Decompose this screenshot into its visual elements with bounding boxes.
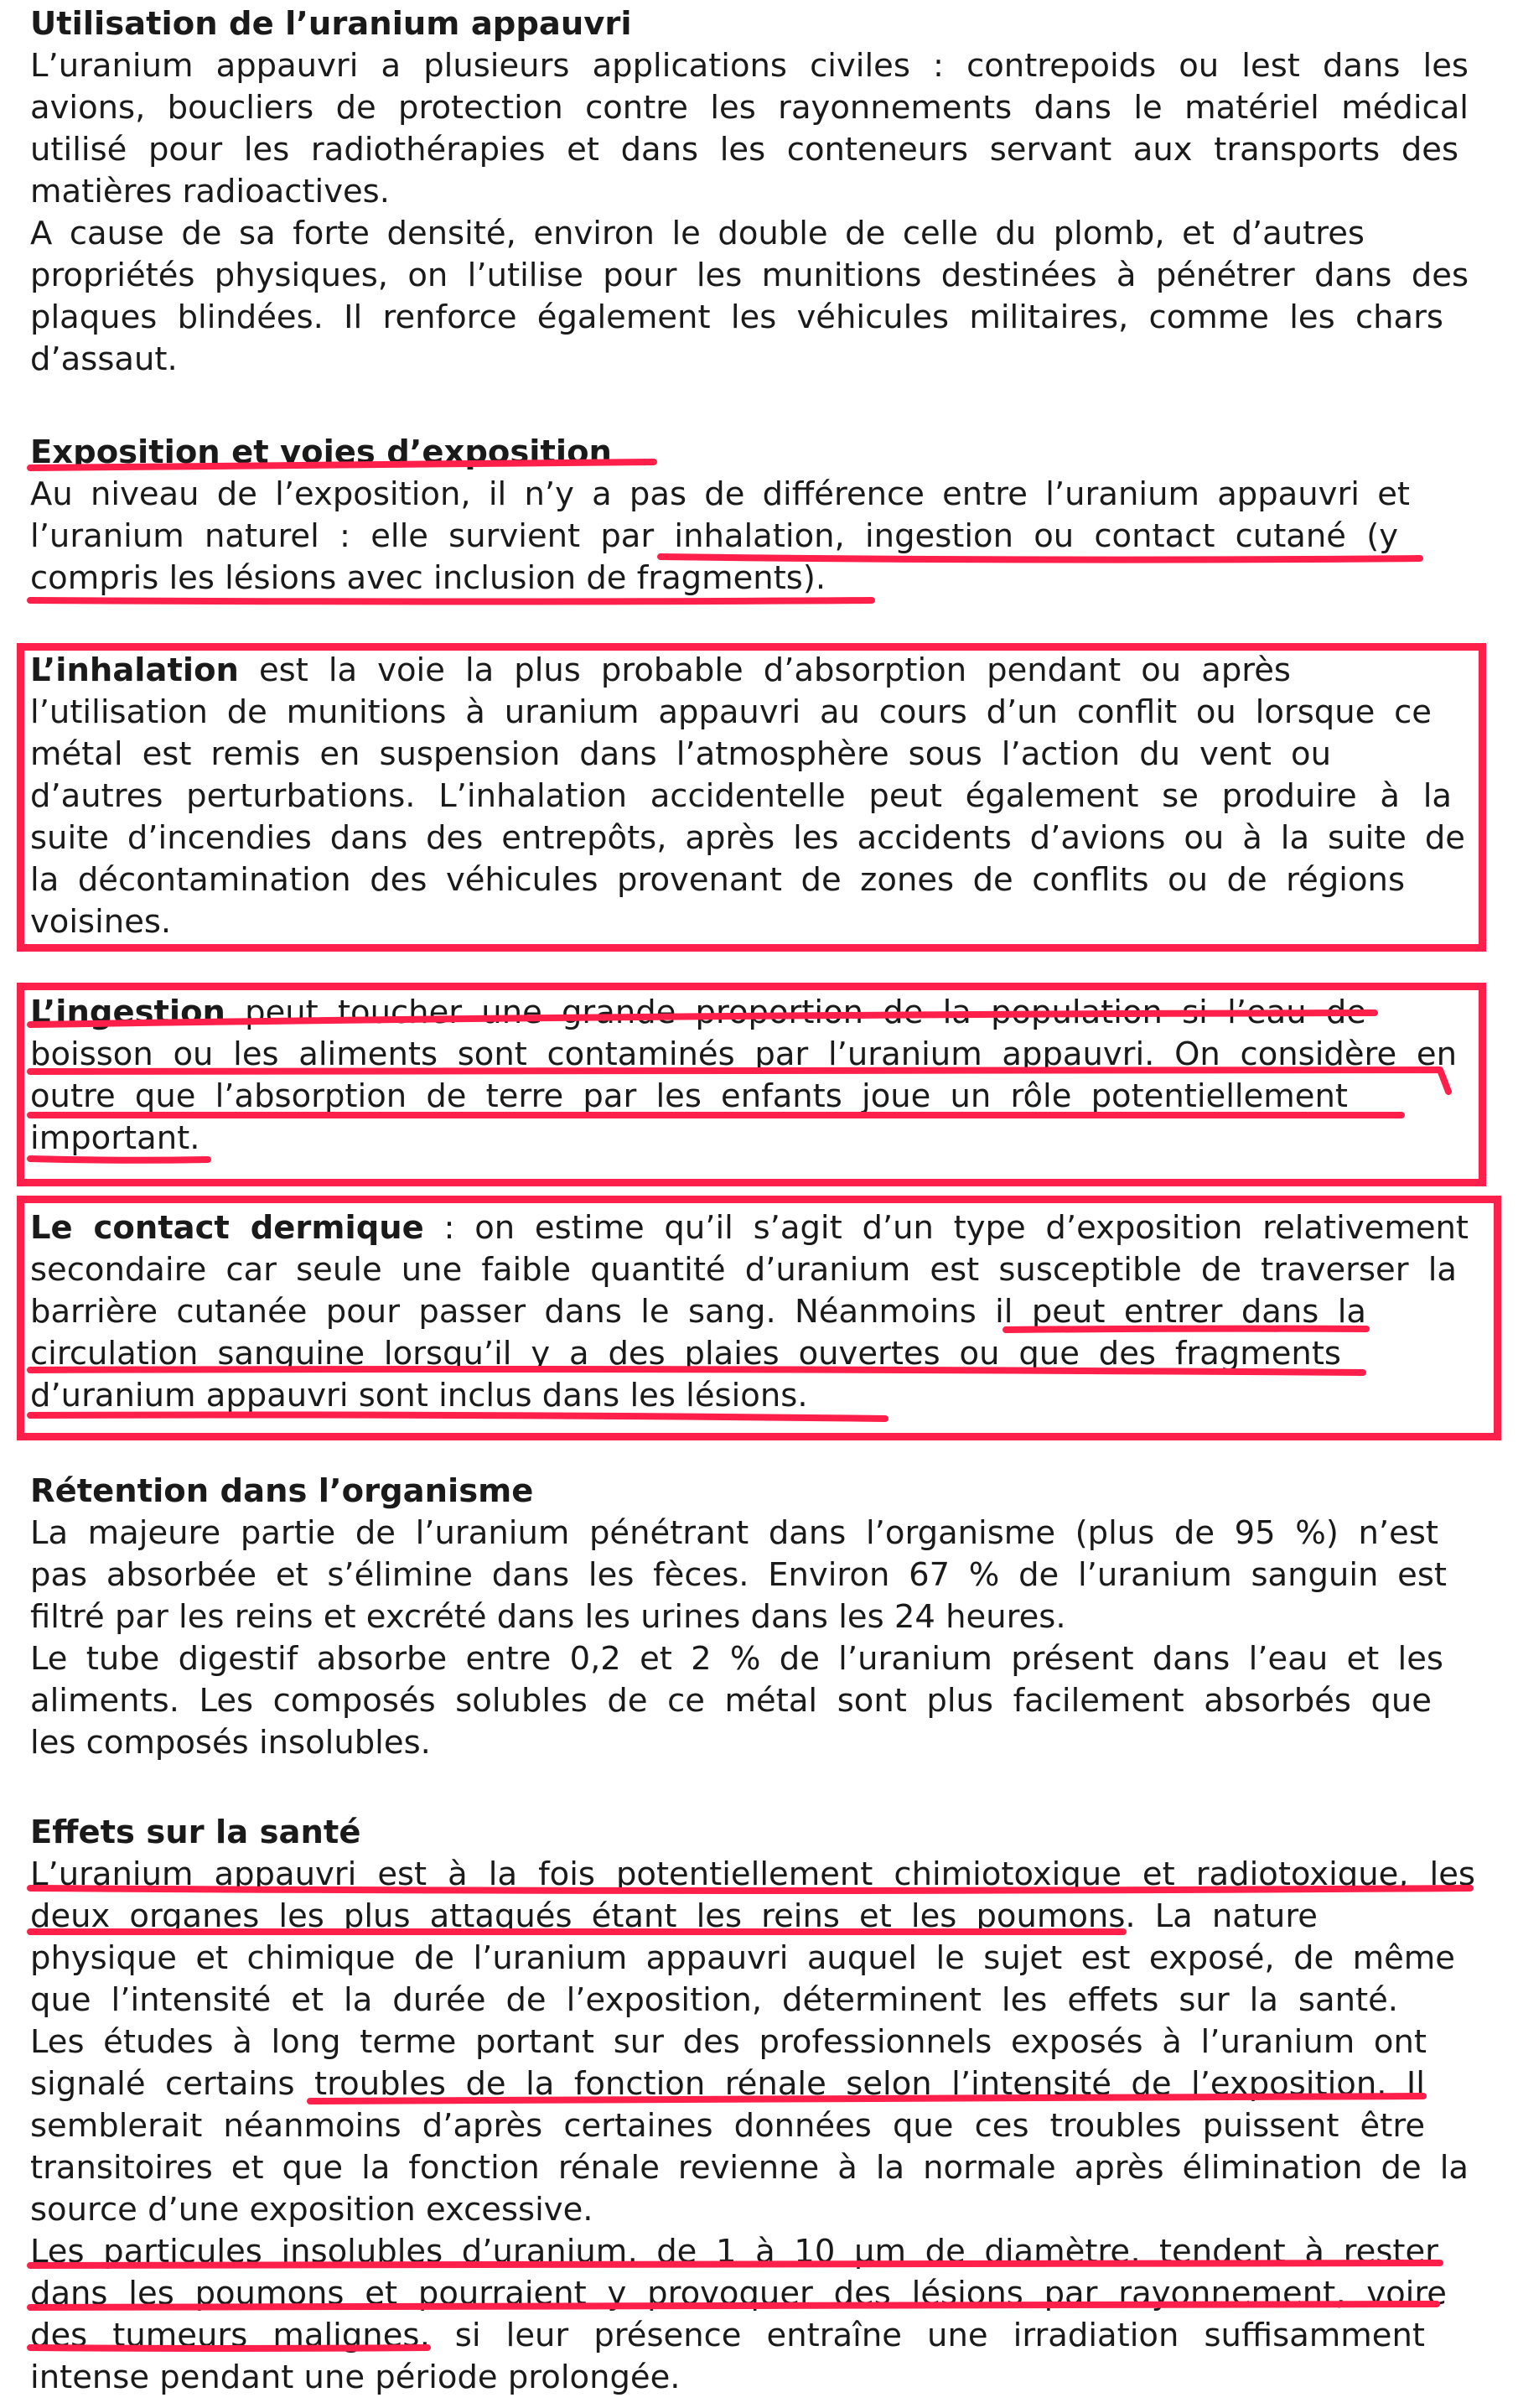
text-line: d’autres perturbations. L’inhalation accidentelle peut également se produire à la xyxy=(30,777,1452,815)
text-line: secondaire car seule une faible quantité d’uranium est susceptible de traverser la xyxy=(30,1251,1457,1289)
text-line: utilisé pour les radiothérapies et dans les conteneurs servant aux transports des xyxy=(30,131,1458,169)
text-line: semblerait néanmoins d’après certaines données que ces troubles puissent être xyxy=(30,2107,1425,2145)
text-line: métal est remis en suspension dans l’atmosphère sous l’action du vent ou xyxy=(30,735,1331,773)
text-line: source d’une exposition excessive. xyxy=(30,2191,593,2229)
text-line: Les études à long terme portant sur des professionnels exposés à l’uranium ont xyxy=(30,2023,1427,2061)
text-line: filtré par les reins et excrété dans les urines dans les 24 heures. xyxy=(30,1598,1066,1636)
text-line: propriétés physiques, on l’utilise pour les munitions destinées à pénétrer dans des xyxy=(30,257,1469,294)
text-line: intense pendant une période prolongée. xyxy=(30,2359,681,2396)
text-line: important. xyxy=(30,1119,200,1157)
text-line: signalé certains troubles de la fonction rénale selon l’intensité de l’exposition. Il xyxy=(30,2065,1425,2103)
text-line: les composés insolubles. xyxy=(30,1724,431,1762)
text-line xyxy=(30,650,1291,692)
text-line: voisines. xyxy=(30,903,172,941)
text-line: compris les lésions avec inclusion de fragments). xyxy=(30,559,826,597)
term-ingestion: L’ingestion xyxy=(30,994,225,1031)
text-line: l’uranium naturel : elle survient par inhalation, ingestion ou contact cutané (y xyxy=(30,517,1398,555)
section-title-utilisation: Utilisation de l’uranium appauvri xyxy=(30,5,632,43)
text-line: suite d’incendies dans des entrepôts, après les accidents d’avions ou à la suite de xyxy=(30,819,1465,857)
text-line: physique et chimique de l’uranium appauvri auquel le sujet est exposé, de même xyxy=(30,1939,1455,1977)
text-line: d’uranium appauvri sont inclus dans les lésions. xyxy=(30,1377,808,1414)
text-line: d’assaut. xyxy=(30,340,178,378)
term-inhalation: L’inhalation xyxy=(30,651,239,689)
text-line: barrière cutanée pour passer dans le sang. Néanmoins il peut entrer dans la xyxy=(30,1293,1366,1331)
underline-stroke xyxy=(30,600,872,602)
text-fragment: est la voie la plus probable d’absorption pendant ou après xyxy=(238,651,1291,689)
text-fragment: : on estime qu’il s’agit d’un type d’exposition relativement xyxy=(423,1209,1469,1247)
text-line: A cause de sa forte densité, environ le double de celle du plomb, et d’autres xyxy=(30,215,1365,252)
text-line: pas absorbée et s’élimine dans les fèces. Environ 67 % de l’uranium sanguin est xyxy=(30,1556,1447,1594)
text-line: circulation sanguine lorsqu’il y a des plaies ouvertes ou que des fragments xyxy=(30,1335,1341,1373)
text-line: boisson ou les aliments sont contaminés par l’uranium appauvri. On considère en xyxy=(30,1035,1457,1073)
term-contact-dermique: Le contact dermique xyxy=(30,1209,424,1247)
text-line: deux organes les plus attaqués étant les reins et les poumons. La nature xyxy=(30,1897,1318,1935)
text-line: aliments. Les composés solubles de ce métal sont plus facilement absorbés que xyxy=(30,1682,1432,1720)
text-fragment: peut toucher une grande proportion de la population si l’eau de xyxy=(225,994,1366,1031)
section-title-exposition: Exposition et voies d’exposition xyxy=(30,433,612,471)
text-line xyxy=(30,1207,1469,1249)
text-line: avions, boucliers de protection contre les rayonnements dans le matériel médical xyxy=(30,89,1469,127)
text-line: matières radioactives. xyxy=(30,173,390,210)
text-line: L’uranium appauvri a plusieurs applications civiles : contrepoids ou lest dans les xyxy=(30,47,1469,85)
text-line: transitoires et que la fonction rénale revienne à la normale après élimination de la xyxy=(30,2149,1469,2187)
text-line: l’utilisation de munitions à uranium appauvri au cours d’un conflit ou lorsque ce xyxy=(30,693,1432,731)
text-line: plaques blindées. Il renforce également les véhicules militaires, comme les chars xyxy=(30,298,1443,336)
text-line xyxy=(30,992,1366,1034)
text-line: que l’intensité et la durée de l’exposition, déterminent les effets sur la santé. xyxy=(30,1981,1398,2019)
section-title-effets: Effets sur la santé xyxy=(30,1814,361,1851)
text-line: des tumeurs malignes, si leur présence entraîne une irradiation suffisamment xyxy=(30,2317,1425,2354)
text-line: Le tube digestif absorbe entre 0,2 et 2 % de l’uranium présent dans l’eau et les xyxy=(30,1640,1443,1678)
section-title-retention: Rétention dans l’organisme xyxy=(30,1472,534,1510)
text-line: dans les poumons et pourraient y provoquer des lésions par rayonnement, voire xyxy=(30,2275,1447,2312)
text-line: La majeure partie de l’uranium pénétrant dans l’organisme (plus de 95 %) n’est xyxy=(30,1514,1438,1552)
text-line: Au niveau de l’exposition, il n’y a pas de différence entre l’uranium appauvri et xyxy=(30,475,1410,513)
text-line: Les particules insolubles d’uranium, de 1 à 10 µm de diamètre, tendent à rester xyxy=(30,2233,1438,2270)
text-line: outre que l’absorption de terre par les enfants joue un rôle potentiellement xyxy=(30,1077,1348,1115)
text-line: la décontamination des véhicules provenant de zones de conflits ou de régions xyxy=(30,861,1405,899)
text-line: L’uranium appauvri est à la fois potentiellement chimiotoxique et radiotoxique, les xyxy=(30,1855,1475,1893)
